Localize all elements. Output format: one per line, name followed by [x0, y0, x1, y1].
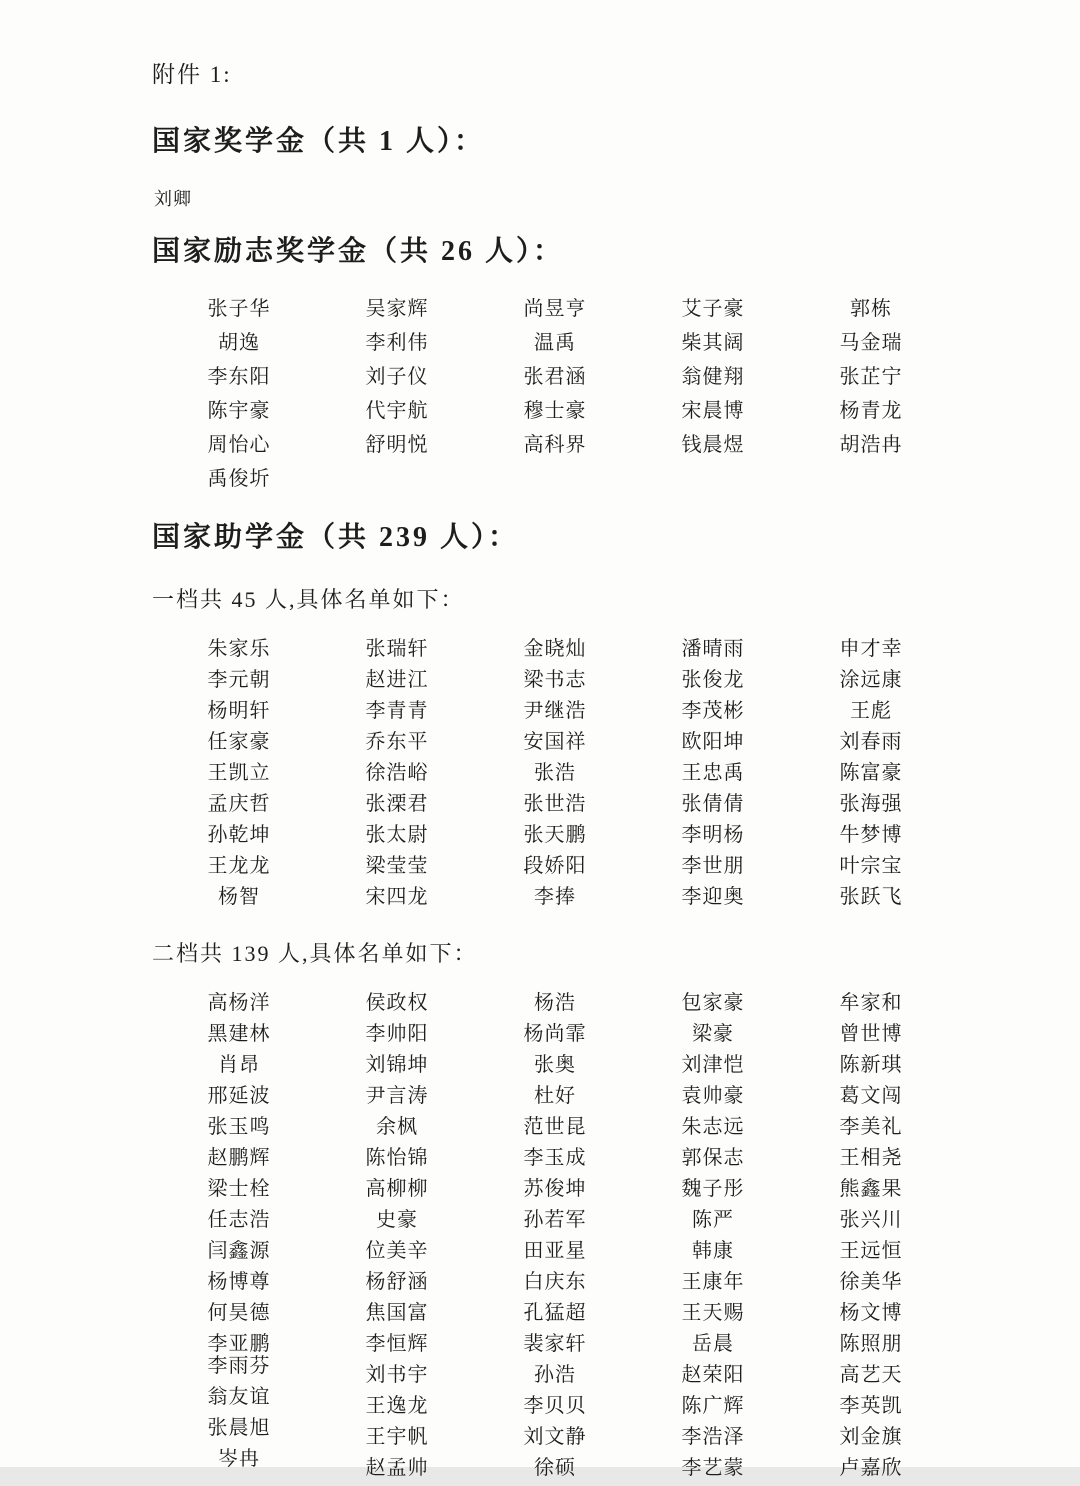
- student-name: 王宇帆: [365, 1426, 429, 1448]
- student-name: 李明杨: [681, 824, 745, 846]
- student-name: 欧阳坤: [681, 731, 745, 753]
- subtitle-grant-tier2: 二档共 139 人,具体名单如下：: [152, 941, 478, 966]
- student-name: 白庆东: [523, 1271, 587, 1293]
- encouragement-scholarship-names-grid: [160, 295, 950, 499]
- student-name: 郭保志: [681, 1147, 745, 1169]
- student-name: 代宇航: [365, 400, 429, 422]
- national-scholarship-recipient: 刘卿: [154, 189, 192, 209]
- student-name: 吴家辉: [365, 298, 429, 320]
- student-name: 杜好: [534, 1085, 576, 1107]
- student-name: 侯政权: [365, 992, 429, 1014]
- student-name: 王逸龙: [365, 1395, 429, 1417]
- student-name: 李元朝: [207, 669, 271, 691]
- student-name: 王康年: [681, 1271, 745, 1293]
- student-name: 黑建林: [207, 1023, 271, 1045]
- section-title-encouragement-scholarship: 国家励志奖学金（共 26 人）：: [152, 236, 565, 267]
- student-name: 岳晨: [692, 1333, 734, 1355]
- student-name: 张奥: [534, 1054, 576, 1076]
- student-name: 闫鑫源: [207, 1240, 271, 1262]
- student-name: 李茂彬: [681, 700, 745, 722]
- student-name: 肖昂: [218, 1054, 260, 1076]
- student-name: 段娇阳: [523, 855, 587, 877]
- attachment-label: 附件 1:: [152, 62, 232, 87]
- student-name: 苏俊坤: [523, 1178, 587, 1200]
- student-name: 陈广辉: [681, 1395, 745, 1417]
- student-name: 杨智: [218, 886, 260, 908]
- student-name: 张浩: [534, 762, 576, 784]
- student-name: 李浩泽: [681, 1426, 745, 1448]
- student-name: 李贝贝: [523, 1395, 587, 1417]
- student-name: 赵鹏辉: [207, 1147, 271, 1169]
- student-name: 史豪: [376, 1209, 418, 1231]
- student-name: 孙乾坤: [207, 824, 271, 846]
- student-name: 孙若军: [523, 1209, 587, 1231]
- student-name: 钱晨煜: [681, 434, 745, 456]
- student-name: 张玉鸣: [207, 1116, 271, 1138]
- student-name: 陈怡锦: [365, 1147, 429, 1169]
- student-name: 禹俊圻: [207, 468, 271, 490]
- student-name: 李帅阳: [365, 1023, 429, 1045]
- student-name: 杨浩: [534, 992, 576, 1014]
- student-name: 杨青龙: [839, 400, 903, 422]
- student-name: 高杨洋: [207, 992, 271, 1014]
- student-name: 陈新琪: [839, 1054, 903, 1076]
- student-name: 申才幸: [839, 638, 903, 660]
- student-name: 周怡心: [207, 434, 271, 456]
- student-name: 张君涵: [523, 366, 587, 388]
- student-name: 赵孟帅: [365, 1457, 429, 1479]
- student-name: 张溧君: [365, 793, 429, 815]
- student-name: 艾子豪: [681, 298, 745, 320]
- student-name: 张瑞轩: [365, 638, 429, 660]
- student-name: 张晨旭: [207, 1417, 271, 1439]
- student-name: 张兴川: [839, 1209, 903, 1231]
- student-name: 邢延波: [207, 1085, 271, 1107]
- student-name: 李雨芬: [207, 1355, 271, 1377]
- student-name: 王远恒: [839, 1240, 903, 1262]
- student-name: 孔猛超: [523, 1302, 587, 1324]
- student-name: 刘津恺: [681, 1054, 745, 1076]
- student-name: 刘金旗: [839, 1426, 903, 1448]
- student-name: 宋四龙: [365, 886, 429, 908]
- student-name: 宋晨博: [681, 400, 745, 422]
- student-name: 马金瑞: [839, 332, 903, 354]
- student-name: 张海强: [839, 793, 903, 815]
- student-name: 穆士豪: [523, 400, 587, 422]
- section-title-national-scholarship: 国家奖学金（共 1 人）：: [152, 126, 486, 157]
- student-name: 李英凯: [839, 1395, 903, 1417]
- student-name: 高艺天: [839, 1364, 903, 1386]
- student-name: 李东阳: [207, 366, 271, 388]
- student-name: 陈严: [692, 1209, 734, 1231]
- student-name: 袁帅豪: [681, 1085, 745, 1107]
- section-title-national-grant: 国家助学金（共 239 人）：: [152, 522, 520, 553]
- student-name: 王龙龙: [207, 855, 271, 877]
- student-name: 熊鑫果: [839, 1178, 903, 1200]
- student-name: 张跃飞: [839, 886, 903, 908]
- student-name: 牟家和: [839, 992, 903, 1014]
- student-name: 梁莹莹: [365, 855, 429, 877]
- student-name: 胡逸: [218, 332, 260, 354]
- student-name: 乔东平: [365, 731, 429, 753]
- student-name: 李迎奥: [681, 886, 745, 908]
- student-name: 杨尚霏: [523, 1023, 587, 1045]
- student-name: 温禹: [534, 332, 576, 354]
- student-name: 韩康: [692, 1240, 734, 1262]
- student-name: 王凯立: [207, 762, 271, 784]
- student-name: 任家豪: [207, 731, 271, 753]
- student-name: 杨舒涵: [365, 1271, 429, 1293]
- student-name: 杨明轩: [207, 700, 271, 722]
- student-name: 徐硕: [534, 1457, 576, 1479]
- student-name: 张俊龙: [681, 669, 745, 691]
- student-name: 李世朋: [681, 855, 745, 877]
- student-name: 任志浩: [207, 1209, 271, 1231]
- student-name: 范世昆: [523, 1116, 587, 1138]
- student-name: 涂远康: [839, 669, 903, 691]
- student-name: 高柳柳: [365, 1178, 429, 1200]
- student-name: 葛文闯: [839, 1085, 903, 1107]
- subtitle-grant-tier1: 一档共 45 人,具体名单如下：: [152, 587, 465, 612]
- student-name: 卢嘉欣: [839, 1457, 903, 1479]
- student-name: 朱家乐: [207, 638, 271, 660]
- grant-tier1-names-grid: [160, 636, 950, 915]
- student-name: 陈照朋: [839, 1333, 903, 1355]
- student-name: 张倩倩: [681, 793, 745, 815]
- student-name: 舒明悦: [365, 434, 429, 456]
- student-name: 李恒辉: [365, 1333, 429, 1355]
- student-name: 田亚星: [523, 1240, 587, 1262]
- student-name: 潘晴雨: [681, 638, 745, 660]
- student-name: 刘子仪: [365, 366, 429, 388]
- student-name: 胡浩冉: [839, 434, 903, 456]
- student-name: 杨博尊: [207, 1271, 271, 1293]
- student-name: 王忠禹: [681, 762, 745, 784]
- student-name: 刘书宇: [365, 1364, 429, 1386]
- student-name: 郭栋: [850, 298, 892, 320]
- student-name: 王天赐: [681, 1302, 745, 1324]
- student-name: 赵荣阳: [681, 1364, 745, 1386]
- student-name: 李亚鹏: [207, 1333, 271, 1355]
- student-name: 李艺蒙: [681, 1457, 745, 1479]
- student-name: 安国祥: [523, 731, 587, 753]
- student-name: 张天鹏: [523, 824, 587, 846]
- student-name: 高科界: [523, 434, 587, 456]
- student-name: 张世浩: [523, 793, 587, 815]
- student-name: 魏子彤: [681, 1178, 745, 1200]
- student-name: 金晓灿: [523, 638, 587, 660]
- student-name: 李玉成: [523, 1147, 587, 1169]
- student-name: 朱志远: [681, 1116, 745, 1138]
- student-name: 焦国富: [365, 1302, 429, 1324]
- student-name: 包家豪: [681, 992, 745, 1014]
- student-name: 尹言涛: [365, 1085, 429, 1107]
- student-name: 余枫: [376, 1116, 418, 1138]
- student-name: 李捧: [534, 886, 576, 908]
- student-name: 曾世博: [839, 1023, 903, 1045]
- student-name: 翁健翔: [681, 366, 745, 388]
- student-name: 刘春雨: [839, 731, 903, 753]
- student-name: 赵进江: [365, 669, 429, 691]
- student-name: 尚昱亨: [523, 298, 587, 320]
- student-name: 徐浩峪: [365, 762, 429, 784]
- student-name: 梁士栓: [207, 1178, 271, 1200]
- student-name: 柴其阔: [681, 332, 745, 354]
- student-name: 刘文静: [523, 1426, 587, 1448]
- student-name: 杨文博: [839, 1302, 903, 1324]
- student-name: 何昊德: [207, 1302, 271, 1324]
- student-name: 尹继浩: [523, 700, 587, 722]
- student-name: 位美辛: [365, 1240, 429, 1262]
- grant-tier2-names-grid: [160, 990, 950, 1486]
- student-name: 裴家轩: [523, 1333, 587, 1355]
- student-name: 孙浩: [534, 1364, 576, 1386]
- student-name: 陈宇豪: [207, 400, 271, 422]
- student-name: 张太尉: [365, 824, 429, 846]
- student-name: 徐美华: [839, 1271, 903, 1293]
- student-name: 王相尧: [839, 1147, 903, 1169]
- student-name: 梁豪: [692, 1023, 734, 1045]
- student-name: 张子华: [207, 298, 271, 320]
- student-name: 张芷宁: [839, 366, 903, 388]
- student-name: 陈富豪: [839, 762, 903, 784]
- student-name: 孟庆哲: [207, 793, 271, 815]
- student-name: 李美礼: [839, 1116, 903, 1138]
- student-name: 牛梦博: [839, 824, 903, 846]
- student-name: 李青青: [365, 700, 429, 722]
- student-name: 梁书志: [523, 669, 587, 691]
- student-name: 叶宗宝: [839, 855, 903, 877]
- student-name: 李利伟: [365, 332, 429, 354]
- student-name: 王彪: [850, 700, 892, 722]
- student-name: 翁友谊: [207, 1386, 271, 1408]
- student-name: 岑冉: [218, 1448, 260, 1470]
- student-name: 刘锦坤: [365, 1054, 429, 1076]
